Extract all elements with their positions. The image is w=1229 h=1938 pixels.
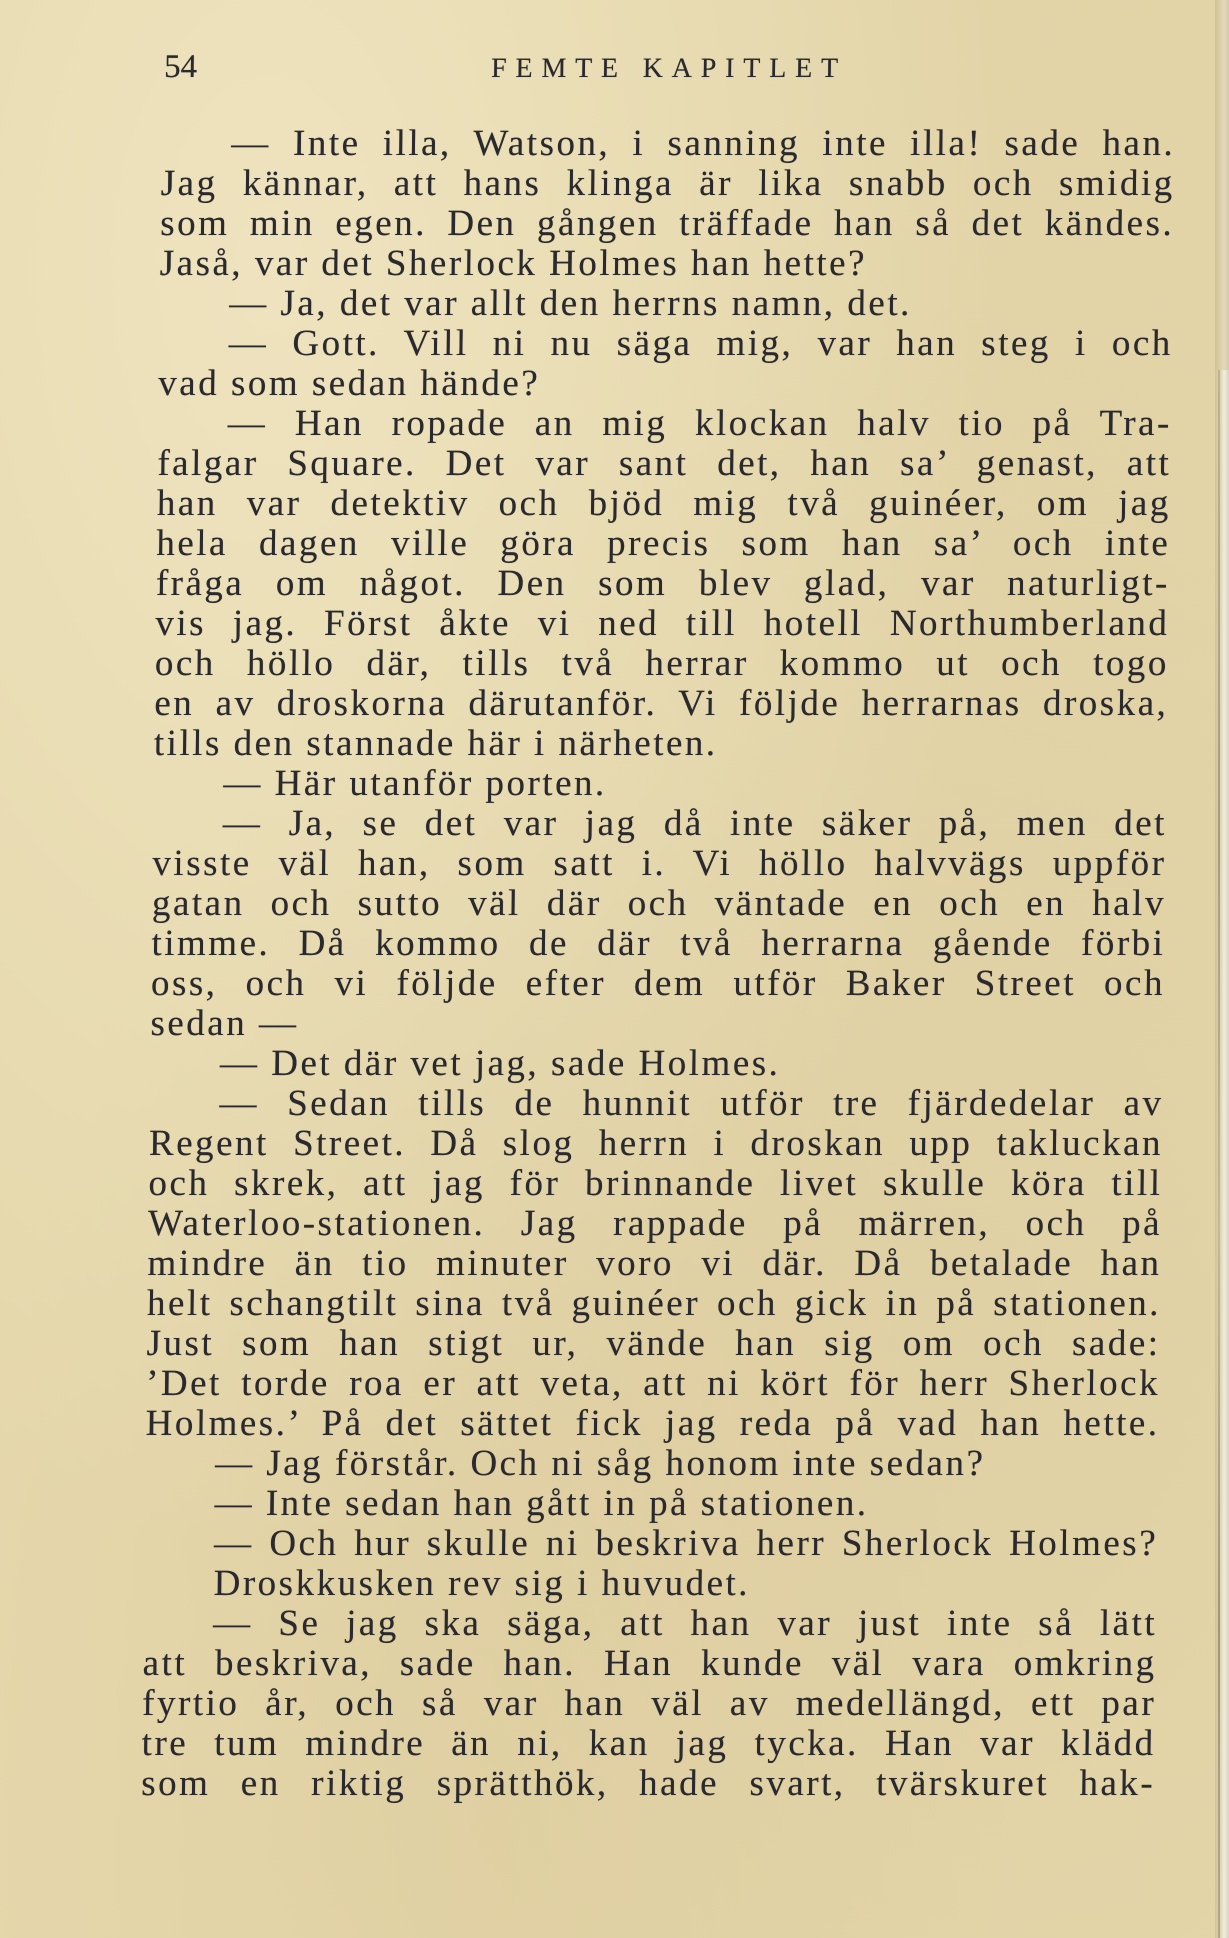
text-line: — Och hur skulle ni beskriva herr Sherlock Holmes? xyxy=(213,1523,1159,1564)
text-line: — Jag förstår. Och ni såg honom inte sedan? xyxy=(214,1443,986,1484)
text-line: vad som sedan hände? xyxy=(158,363,541,404)
text-line: — Gott. Vill ni nu säga mig, var han steg i och xyxy=(228,323,1174,364)
text-line: att beskriva, sade han. Han kunde väl vara omkring xyxy=(142,1643,1157,1684)
text-line: — Inte sedan han gått in på stationen. xyxy=(214,1483,869,1524)
text-line: — Sedan tills de hunnit utför tre fjärdedelar av xyxy=(219,1083,1164,1124)
text-line: Just som han stigt ur, vände han sig om och sade: xyxy=(146,1323,1161,1364)
text-line: fråga om något. Den som blev glad, var naturligt- xyxy=(155,563,1171,604)
text-line: timme. Då kommo de där två herrarna gående förbi xyxy=(151,923,1166,964)
text-line: — Här utanför porten. xyxy=(223,763,608,804)
text-line: mindre än tio minuter voro vi där. Då betalade han xyxy=(147,1243,1162,1284)
page-edge-upper xyxy=(1215,0,1229,370)
text-line: Regent Street. Då slog herrn i droskan upp takluckan xyxy=(148,1123,1164,1164)
text-line: Jaså, var det Sherlock Holmes han hette? xyxy=(159,243,868,284)
text-line: och höllo där, tills två herrar kommo ut och togo xyxy=(154,643,1170,684)
text-line: — Se jag ska säga, att han var just inte så lätt xyxy=(212,1603,1158,1644)
text-line: han var detektiv och bjöd mig två guinéer, om jag xyxy=(156,483,1172,524)
page-edge-line xyxy=(1218,370,1220,1938)
text-line: oss, och vi följde efter dem utför Baker Street och xyxy=(150,963,1166,1004)
text-line: fyrtio år, och så var han väl av medellängd, ett par xyxy=(141,1683,1157,1724)
text-line: falgar Square. Det var sant det, han sa’ genast, att xyxy=(157,443,1172,484)
text-line: helt schangtilt sina två guinéer och gick in på stationen. xyxy=(146,1283,1162,1324)
text-line: gatan och sutto väl där och väntade en och en halv xyxy=(151,883,1167,924)
text-line: hela dagen ville göra precis som han sa’ och inte xyxy=(156,523,1171,564)
text-line: — Han ropade an mig klockan halv tio på Tra- xyxy=(227,403,1173,444)
page-number: 54 xyxy=(163,49,198,85)
text-line: — Inte illa, Watson, i sanning inte illa! sade han. xyxy=(230,123,1176,164)
text-line: tre tum mindre än ni, kan jag tycka. Han var klädd xyxy=(141,1723,1156,1764)
text-line: Waterloo-stationen. Jag rappade på märren, och på xyxy=(147,1203,1163,1244)
body-text xyxy=(141,124,1176,1804)
text-line: som en riktig sprätthök, hade svart, tvärskuret hak- xyxy=(140,1763,1156,1804)
text-line: Jag kännar, att hans klinga är lika snabb och smidig xyxy=(160,163,1176,204)
text-line: visste väl han, som satt i. Vi höllo halvvägs uppför xyxy=(152,843,1167,884)
running-head: FEMTE KAPITLET xyxy=(490,53,848,84)
text-line: ’Det torde roa er att veta, att ni kört för herr Sherlock xyxy=(145,1363,1161,1404)
text-line: — Ja, se det var jag då inte säker på, men det xyxy=(222,803,1168,844)
text-line: vis jag. Först åkte vi ned till hotell Northumberland xyxy=(155,603,1170,644)
text-line: sedan — xyxy=(150,1003,299,1044)
text-line: som min egen. Den gången träffade han så det kändes. xyxy=(160,203,1175,244)
text-line: — Ja, det var allt den herrns namn, det. xyxy=(229,283,913,324)
text-line: Holmes.’ På det sättet fick jag reda på vad han hette. xyxy=(145,1403,1160,1444)
text-line: en av droskorna därutanför. Vi följde herrarnas droska, xyxy=(154,683,1169,724)
text-line: Droskkusken rev sig i huvudet. xyxy=(213,1563,751,1604)
text-line: och skrek, att jag för brinnande livet skulle köra till xyxy=(148,1163,1163,1204)
text-line: tills den stannade här i närheten. xyxy=(153,723,718,764)
text-line: — Det där vet jag, sade Holmes. xyxy=(219,1043,781,1084)
